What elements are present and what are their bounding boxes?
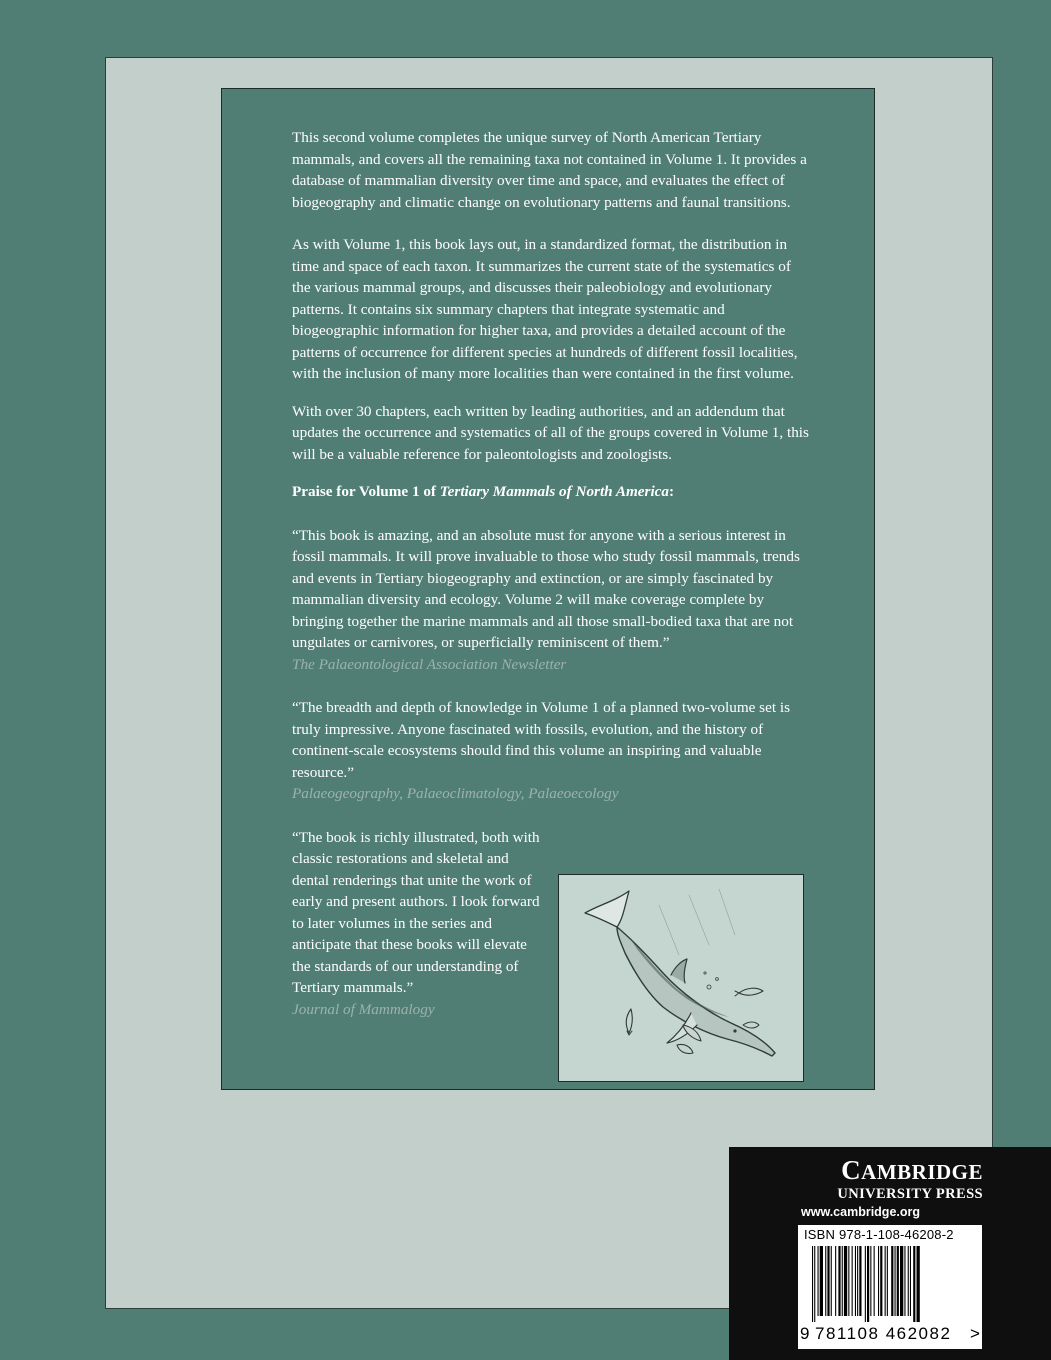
barcode-bar — [891, 1246, 893, 1316]
publisher-block — [729, 1147, 1051, 1360]
barcode-bar — [870, 1246, 871, 1316]
isbn-label: ISBN 978-1-108-46208-2 — [804, 1227, 954, 1242]
barcode-bar — [908, 1246, 909, 1316]
praise-heading-book-title: Tertiary Mammals of North America — [439, 483, 670, 500]
publisher-url: www.cambridge.org — [801, 1205, 921, 1219]
barcode-bar — [874, 1246, 875, 1316]
barcode-lead-digit: 9 — [800, 1324, 810, 1343]
barcode-number: 781108 462082 — [815, 1324, 952, 1343]
publisher-name-initial: C — [841, 1155, 862, 1185]
review-quote-3 — [292, 827, 542, 1021]
barcode-bar — [865, 1246, 866, 1322]
barcode-bar — [910, 1246, 911, 1316]
barcode-bar — [904, 1246, 905, 1316]
barcode-bar — [835, 1246, 836, 1316]
barcode-bar — [848, 1246, 849, 1316]
barcode-bar — [897, 1246, 899, 1316]
barcode-bars — [802, 1246, 978, 1322]
review-quote-source: Journal of Mammalogy — [292, 1000, 435, 1018]
barcode-bar — [812, 1246, 813, 1322]
praise-heading-suffix: : — [669, 483, 675, 500]
barcode-bar — [917, 1246, 920, 1322]
barcode-bar — [855, 1246, 856, 1316]
barcode-bar — [838, 1246, 840, 1316]
barcode-bar — [913, 1246, 915, 1322]
barcode-bar — [878, 1246, 879, 1316]
review-quote-text: “The breadth and depth of knowledge in Volume 1 of a planned two-volume set is truly impressive. Anyone fascinated with fossils, evolution, and the history of continent-scale ecosystems should find this volume an inspiring and valuable resource.” — [292, 699, 790, 781]
barcode-bar — [814, 1246, 815, 1322]
barcode-bar — [820, 1246, 823, 1316]
review-quote-text: “This book is amazing, and an absolute must for anyone with a serious interest in fossil mammals. It will prove invaluable to those who study fossil mammals, trends and events in Tertiary biogeography and extinction, or are simply fascinated by mammalian diversity and ecology. Volume 2 will make coverage complete by bringing together the marine mammals and all those small-bodied taxa that are not ungulates or carnivores, or superficially reminiscent of them.” — [292, 526, 800, 651]
barcode-bar — [895, 1246, 896, 1316]
praise-heading — [292, 481, 812, 503]
barcode-bar — [827, 1246, 829, 1316]
barcode-bar — [900, 1246, 903, 1316]
barcode-bar — [857, 1246, 858, 1316]
blurb-panel — [221, 88, 875, 1090]
river-dolphin-sketch-icon — [559, 875, 803, 1081]
review-quote-source: The Palaeontological Association Newsletter — [292, 655, 567, 673]
barcode-bar — [885, 1246, 886, 1316]
barcode-bar — [859, 1246, 861, 1316]
review-quote-2 — [292, 697, 812, 805]
publisher-subtitle: UNIVERSITY PRESS — [837, 1186, 983, 1202]
praise-heading-prefix: Praise for Volume 1 of — [292, 483, 440, 500]
review-quote-source: Palaeogeography, Palaeoclimatology, Palaeoecology — [292, 785, 619, 802]
barcode-bar — [844, 1246, 847, 1316]
barcode-bar — [818, 1246, 819, 1316]
barcode-bar — [831, 1246, 832, 1316]
barcode-bar — [887, 1246, 888, 1316]
description-paragraph-2: As with Volume 1, this book lays out, in a standardized format, the distribution in time and space of each taxon. It summarizes the current state of the systematics of the various mammal groups, and discusses their paleobiology and evolutionary patterns. It contains six summary chapters that integrate systematic and biogeographic information for higher taxa, and provides a detailed account of the patterns of occurrence for different species at hundreds of different fossil localities, with the inclusion of many more localities than were contained in the first volume. — [292, 236, 798, 382]
barcode-arrow: > — [970, 1324, 980, 1343]
isbn-barcode — [798, 1225, 982, 1349]
description-paragraph-3: With over 30 chapters, each written by leading authorities, and an addendum that updates the occurrence and systematics of all of the groups covered in Volume 1, this will be a valuable reference for paleontologists and zoologists. — [292, 402, 809, 463]
barcode-bar — [825, 1246, 826, 1316]
river-dolphin-illustration — [558, 874, 804, 1082]
barcode-bar — [880, 1246, 882, 1316]
publisher-name — [841, 1155, 983, 1186]
barcode-bar — [867, 1246, 869, 1322]
review-quote-1 — [292, 525, 812, 676]
description-paragraph-1: This second volume completes the unique survey of North American Tertiary mammals, and covers all the remaining taxa not contained in Volume 1. It provides a database of mammalian diversity over time and space, and evaluates the effect of biogeography and climatic change on evolutionary patterns and faunal transitions. — [292, 129, 807, 211]
review-quote-text: “The book is richly illustrated, both with classic restorations and skeletal and dental renderings that unite the work of early and present authors. I look forward to later volumes in the series and anticipate that these books will elevate the standards of our understanding of Tertiary mammals.” — [292, 828, 540, 996]
barcode-bar — [842, 1246, 843, 1316]
barcode-bar — [852, 1246, 853, 1316]
publisher-name-rest: AMBRIDGE — [861, 1160, 983, 1184]
